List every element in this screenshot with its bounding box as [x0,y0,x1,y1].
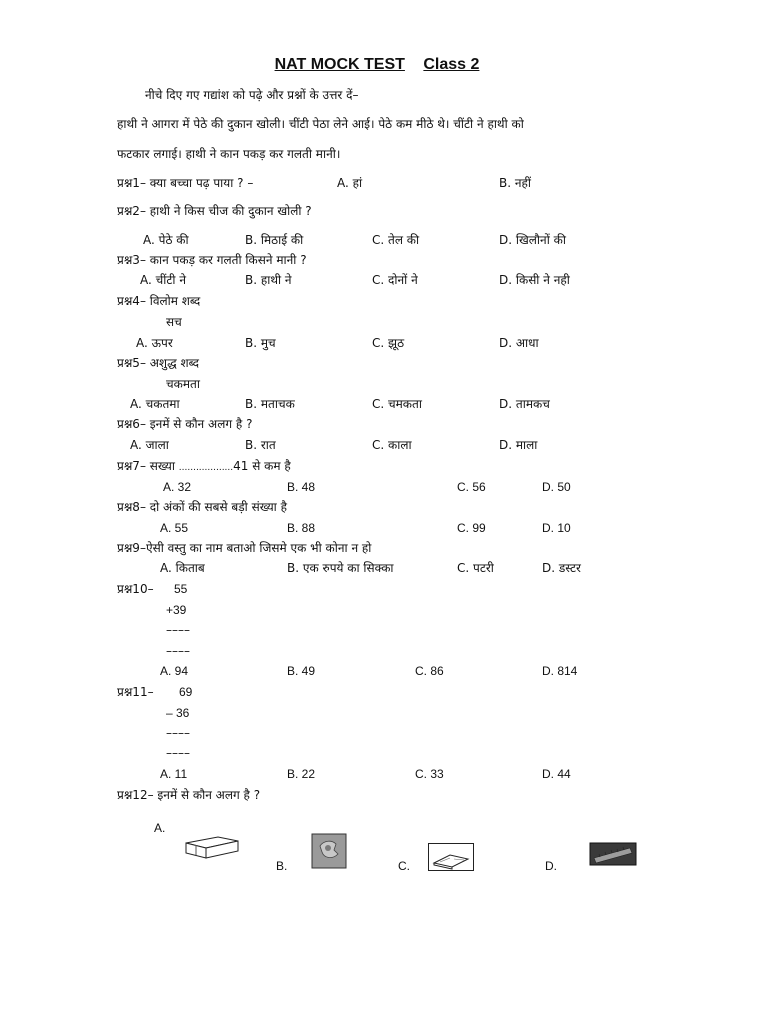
q3-option-c: C. दोनों ने [372,273,418,287]
question-10-text: प्रश्न10– [117,582,154,596]
q11-rule-2: –––– [166,746,190,760]
q5-option-d: D. तामकच [499,397,550,411]
q10-option-c: C. 86 [415,664,444,678]
q11-option-c: C. 33 [415,767,444,781]
question-11-text: प्रश्न11– [117,685,154,699]
q11-rule-1: –––– [166,726,190,740]
q2-option-b: B. मिठाई की [245,233,304,247]
page-title [0,55,768,75]
q6-option-d: D. माला [499,438,538,452]
q4-option-a: A. ऊपर [136,336,173,350]
q7-blank-dots: ................... [178,463,234,473]
q6-option-b: B. रात [245,438,276,452]
passage-instruction: नीचे दिए गए गद्यांश को पढ़े और प्रश्नों के उत्तर दें– [145,88,359,102]
q7-option-c: C. 56 [457,480,486,494]
question-1-text: प्रश्न1– क्या बच्चा पढ़ पाया ? – [117,176,254,190]
q5-option-b: B. मताचक [245,397,295,411]
eraser-picture [182,831,242,861]
q7-option-d: D. 50 [542,480,571,494]
q11-option-b: B. 22 [287,767,316,781]
q1-option-a: A. हां [337,176,363,190]
q5-option-c: C. चमकता [372,397,422,411]
q12-option-b: B. [276,859,288,873]
q10-number-1: 55 [174,582,188,596]
question-5-text: प्रश्न5– अशुद्ध शब्द [117,356,200,370]
question-2-text: प्रश्न2– हाथी ने किस चीज की दुकान खोली ? [117,204,312,218]
q11-option-d: D. 44 [542,767,571,781]
q3-option-d: D. किसी ने नही [499,273,570,287]
passage-line-1: हाथी ने आगरा में पेठे की दुकान खोली। चींटी पेठा लेने आई। पेठे कम मीठे थे। चींटी ने हाथी को [117,117,524,131]
q8-option-b: B. 88 [287,521,316,535]
q5-option-a: A. चकतमा [130,397,180,411]
q10-option-a: A. 94 [160,664,189,678]
book-picture [428,843,474,871]
question-7-text [117,459,291,475]
q2-option-c: C. तेल की [372,233,420,247]
q4-option-c: C. झूठ [372,336,405,350]
question-12-text: प्रश्न12– इनमें से कौन अलग है ? [117,788,261,802]
ruler-picture [590,843,636,865]
q10-rule-1: –––– [166,623,190,637]
q8-option-a: A. 55 [160,521,189,535]
q7-option-a: A. 32 [163,480,192,494]
q10-rule-2: –––– [166,644,190,658]
q7-prefix: प्रश्न7– सख्या [117,459,179,473]
class-label: Class 2 [423,56,480,73]
q3-option-b: B. हाथी ने [245,273,292,287]
q9-option-b: B. एक रुपये का सिक्का [287,561,394,575]
q6-option-a: A. जाला [130,438,169,452]
q11-number-2: – 36 [166,706,190,720]
q12-option-a: A. [154,821,166,835]
q3-option-a: A. चींटी ने [140,273,186,287]
q4-word: सच [166,315,182,329]
q4-option-d: D. आधा [499,336,539,350]
q11-number-1: 69 [179,685,193,699]
q10-number-2: +39 [166,603,187,617]
q1-option-b: B. नहीं [499,176,532,190]
q12-option-d: D. [545,859,557,873]
question-9-text: प्रश्न9–ऐसी वस्तु का नाम बताओ जिसमे एक भी कोना न हो [117,541,372,555]
q12-option-c: C. [398,859,410,873]
sharpener-picture [312,834,346,868]
q7-option-b: B. 48 [287,480,316,494]
q6-option-c: C. काला [372,438,412,452]
q4-option-b: B. मुच [245,336,276,350]
question-4-text: प्रश्न4– विलोम शब्द [117,294,201,308]
q10-option-d: D. 814 [542,664,578,678]
q7-suffix: 41 से कम है [233,459,291,473]
question-3-text: प्रश्न3– कान पकड़ कर गलती किसने मानी ? [117,253,307,267]
q8-option-c: C. 99 [457,521,486,535]
q9-option-a: A. किताब [160,561,205,575]
q2-option-a: A. पेठे की [143,233,189,247]
q5-word: चकमता [166,377,200,391]
question-6-text: प्रश्न6– इनमें से कौन अलग है ? [117,417,253,431]
test-title: NAT MOCK TEST [274,56,405,73]
q9-option-c: C. पटरी [457,561,494,575]
passage-line-2: फटकार लगाई। हाथी ने कान पकड़ कर गलती मानी। [117,147,341,161]
question-8-text: प्रश्न8– दो अंकों की सबसे बड़ी संख्या है [117,500,287,514]
q10-option-b: B. 49 [287,664,316,678]
q8-option-d: D. 10 [542,521,571,535]
q2-option-d: D. खिलौनों की [499,233,566,247]
q11-option-a: A. 11 [160,767,188,781]
q9-option-d: D. डस्टर [542,561,581,575]
